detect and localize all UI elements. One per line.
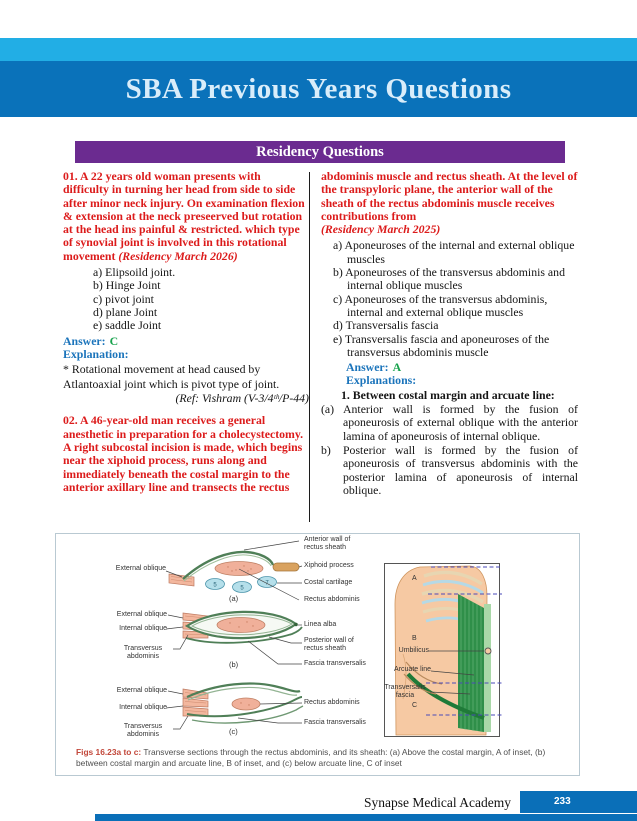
question-1-answer-line [63, 335, 309, 348]
footer-accent-bar [95, 814, 637, 821]
option-c: c) pivot joint [93, 291, 154, 306]
question-2-explanation-label: Explanations: [346, 373, 417, 388]
explanation-heading: 1. Between costal margin and arcuate line: [341, 387, 555, 402]
page-title: SBA Previous Years Questions [125, 72, 512, 105]
option-c: c) Aponeuroses of the transversus abdominis, internal and external oblique muscles [333, 291, 548, 319]
question-1-explanation-label: Explanation: [63, 346, 129, 361]
explanation-item-a [321, 403, 578, 443]
question-1-exam-tag: (Residency March 2026) [118, 248, 238, 263]
inset-region-c: C [412, 702, 418, 709]
question-1-text: 01. A 22 years old woman presents with difficulty in turning her head from side to side after minor neck injury. On examination flexion & extension at the neck preseerved but rotation at the head ins painful & restricted. which type of synovial joint is involved in this rotational movement [63, 169, 305, 263]
label-fascia-transversalis-c: Fascia transversalis [304, 719, 366, 726]
question-2-exam-tag: (Residency March 2025) [321, 222, 441, 237]
column-divider [309, 172, 310, 522]
page-number: 233 [554, 796, 571, 807]
label-rectus-abdominis-a: Rectus abdominis [304, 596, 360, 603]
label-internal-oblique-b: Internal oblique [119, 625, 167, 632]
item-text: Posterior wall is formed by the fusion of aponeurosis of transversus abdominis with the posterior lamina of aponeurosis of internal oblique. [343, 442, 578, 497]
panel-c-drawing [166, 684, 303, 729]
label-external-oblique-b: External oblique [116, 611, 167, 618]
panel-a-drawing [166, 541, 302, 600]
label-external-oblique-a: External oblique [115, 565, 166, 572]
label-costal-cartilage: Costal cartilage [304, 579, 353, 586]
publisher-name: Synapse Medical Academy [364, 795, 511, 810]
label-external-oblique-c: External oblique [116, 687, 167, 694]
label-fascia-transversalis-b: Fascia transversalis [304, 660, 366, 667]
cartilage-number-2: 5 [240, 585, 244, 592]
figure-box [55, 533, 580, 776]
cartilage-number-3: 7 [265, 580, 269, 587]
label-xiphoid-process: Xiphoid process [304, 562, 354, 569]
section-header-bar [75, 141, 565, 163]
question-1-reference: (Ref: Vishram (V-3/4ᵗʰ/P-44) [175, 391, 309, 406]
option-e: e) Transversalis fascia and aponeuroses of the transversus abdominis muscle [333, 331, 550, 359]
question-1-options [63, 266, 309, 332]
panel-c-marker: (c) [229, 727, 238, 736]
option-b: b) Aponeuroses of the transversus abdominis and internal oblique muscles [333, 265, 565, 293]
label-rectus-abdominis-c: Rectus abdominis [304, 699, 360, 706]
option-b: b) Hinge Joint [93, 278, 161, 293]
explanation-item-b [321, 444, 578, 497]
inset-region-b: B [412, 635, 417, 642]
inset-region-a: A [412, 575, 417, 582]
figure-caption [76, 747, 568, 768]
item-marker: b) [321, 442, 331, 457]
answer-value: C [109, 333, 119, 348]
figure-caption-number: Figs 16.23a to c: [76, 747, 142, 757]
header-accent-strip [0, 38, 637, 61]
question-1-explanation: * Rotational movement at head caused by Atlantoaxial joint which is pivot type of joint. [63, 362, 280, 391]
option-d: d) Transversalis fascia [333, 318, 439, 333]
answer-value: A [392, 360, 402, 375]
answer-label: Answer: [63, 333, 106, 348]
question-1-stem [63, 170, 309, 263]
item-text: Anterior wall is formed by the fusion of aponeurosis of external oblique with the anterior lamina of aponeurosis of internal oblique. [343, 402, 578, 443]
right-column [321, 170, 578, 497]
question-2-answer-line [346, 361, 578, 374]
cartilage-number-1: 5 [213, 582, 217, 589]
label-posterior-wall: Posterior wall of rectus sheath [304, 637, 354, 653]
option-e: e) saddle Joint [93, 318, 162, 333]
label-linea-alba: Linea alba [304, 621, 337, 628]
question-2-text: abdominis muscle and rectus sheath. At the level of the transpyloric plane, the anterior wall of the sheath of the rectus abdominis muscle receives contributions from [321, 169, 578, 223]
label-transversus-abdominis-b: Transversus abdominis [123, 645, 163, 661]
label-arcuate-line: Arcuate line [394, 666, 431, 673]
question-2-stem-continued [321, 170, 578, 236]
label-internal-oblique-c: Internal oblique [119, 704, 167, 711]
panel-b-marker: (b) [229, 660, 239, 669]
left-column [63, 170, 309, 494]
label-transversalis-fascia: Transversalis fascia [384, 684, 426, 700]
item-marker: (a) [321, 402, 335, 417]
label-anterior-wall: Anterior wall of rectus sheath [304, 536, 351, 552]
option-d: d) plane Joint [93, 304, 158, 319]
label-umbilicus: Umbilicus [398, 647, 429, 654]
figure-caption-text: Transverse sections through the rectus abdominis, and its sheath: (a) Above the costal margin, A of inset, (b) between costal margin and arcuate line, B of inset, and (c) below arcuate line, C of inset [76, 747, 546, 768]
panel-a-marker: (a) [229, 594, 239, 603]
panel-b-drawing [166, 612, 302, 664]
label-transversus-abdominis-c: Transversus abdominis [123, 723, 163, 739]
option-a: a) Elipsoild joint. [93, 265, 176, 280]
answer-label: Answer: [346, 360, 389, 375]
section-title: Residency Questions [256, 143, 384, 160]
option-a: a) Aponeuroses of the internal and external oblique muscles [333, 238, 575, 266]
page-number-box [520, 791, 637, 813]
header-band [0, 61, 637, 117]
question-2-options [321, 239, 578, 359]
question-2-stem: 02. A 46-year-old man receives a general anesthetic in preparation for a cholecystectomy. A right subcostal incision is made, which begins near the xiphoid process, runs along and immediately beneath the costal margin to the anterior axillary line and transects the rectus [63, 413, 304, 494]
